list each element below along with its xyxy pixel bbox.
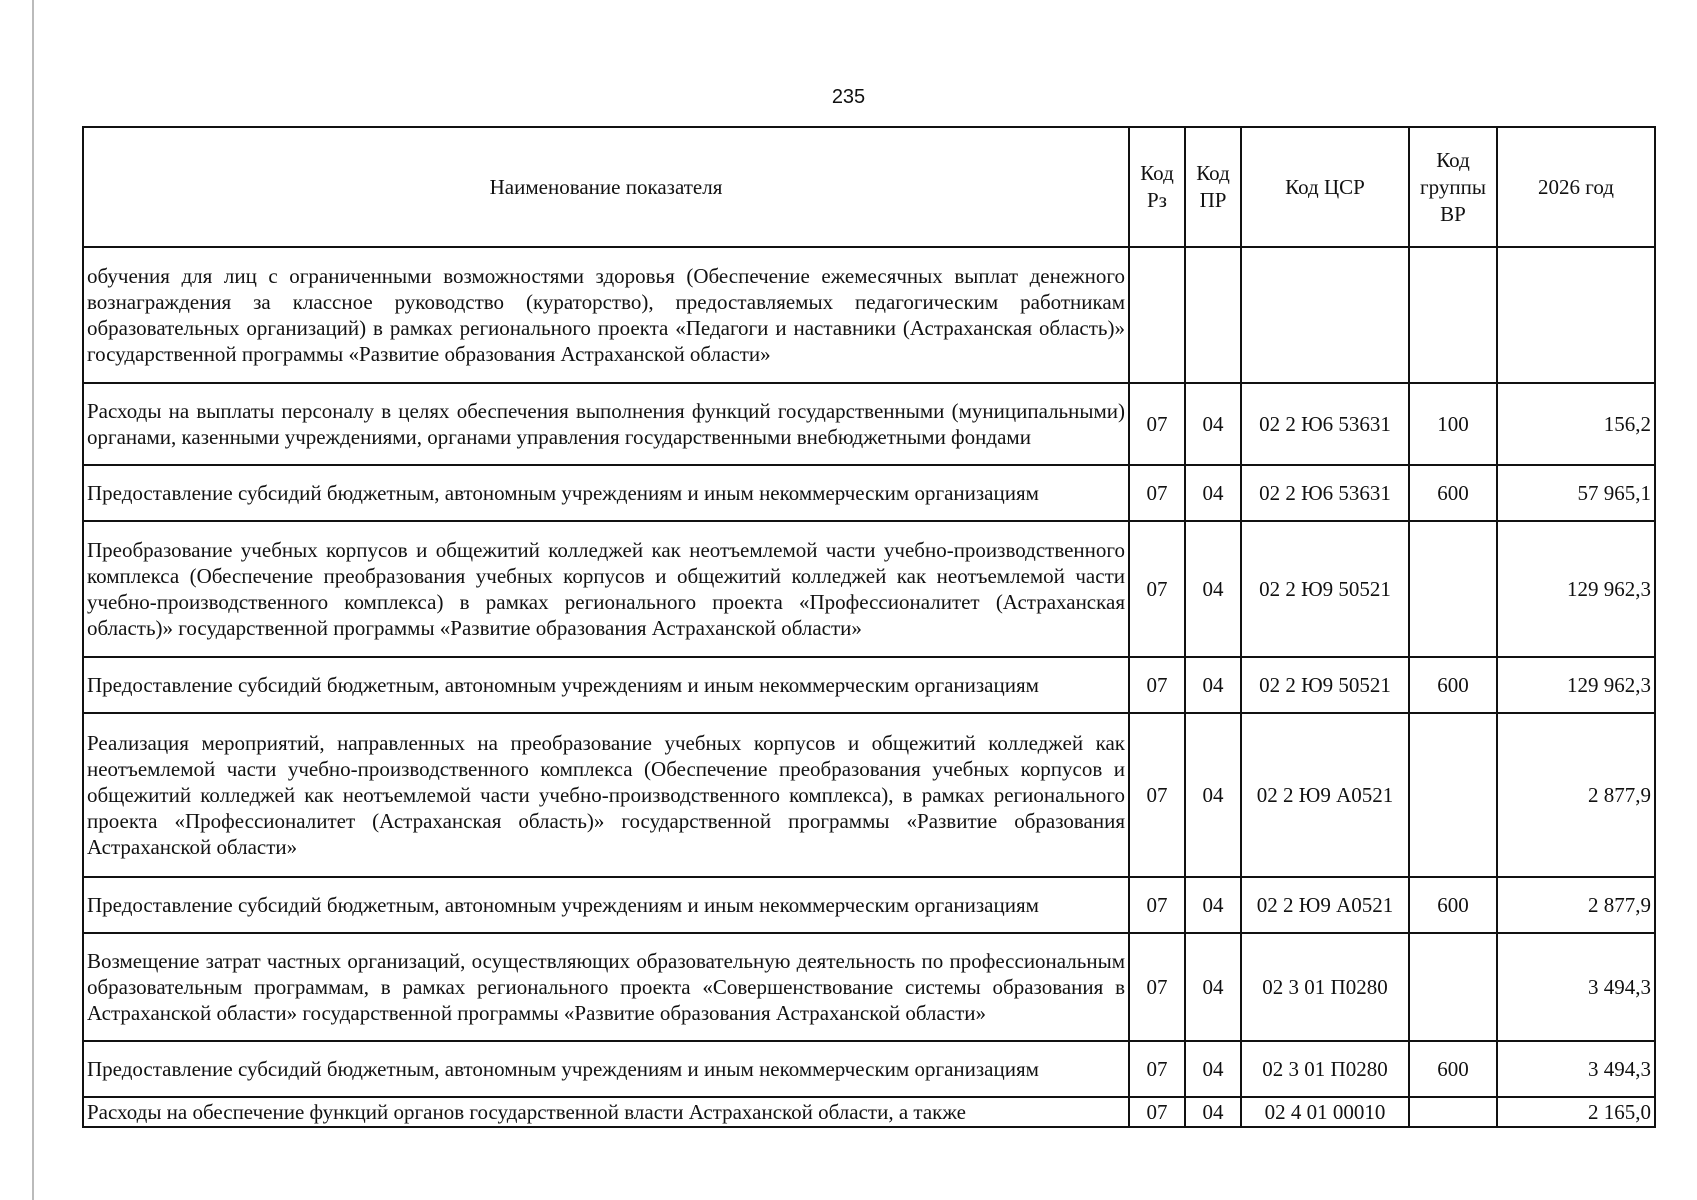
table-row	[83, 521, 1655, 657]
row-csr: 02 4 01 00010	[1241, 1097, 1409, 1127]
row-rz: 07	[1129, 877, 1185, 933]
table-row	[83, 1097, 1655, 1127]
table-row	[83, 1041, 1655, 1097]
row-pr: 04	[1185, 1041, 1241, 1097]
row-vr: 600	[1409, 1041, 1497, 1097]
row-csr: 02 2 Ю9 А0521	[1241, 877, 1409, 933]
row-rz: 07	[1129, 713, 1185, 877]
row-vr: 100	[1409, 383, 1497, 465]
row-name: обучения для лиц с ограниченными возможностями здоровья (Обеспечение ежемесячных выплат денежного вознаграждения за классное руководство (кураторство), предоставляемых педагогическим работникам образовательных организаций) в рамках регионального проекта «Педагоги и наставники (Астраханская область)» государственной программы «Развитие образования Астраханской области»	[83, 247, 1129, 383]
header-vr: Код группы ВР	[1409, 127, 1497, 247]
header-rz: Код Рз	[1129, 127, 1185, 247]
row-rz: 07	[1129, 1097, 1185, 1127]
budget-table	[82, 126, 1656, 1128]
row-rz: 07	[1129, 657, 1185, 713]
row-csr: 02 2 Ю6 53631	[1241, 465, 1409, 521]
scan-edge-line	[32, 0, 34, 1200]
row-vr: 600	[1409, 465, 1497, 521]
row-amount: 2 877,9	[1497, 877, 1655, 933]
header-csr: Код ЦСР	[1241, 127, 1409, 247]
table-row	[83, 713, 1655, 877]
row-amount: 3 494,3	[1497, 1041, 1655, 1097]
row-amount: 156,2	[1497, 383, 1655, 465]
table-row	[83, 465, 1655, 521]
table-row	[83, 933, 1655, 1041]
row-pr: 04	[1185, 521, 1241, 657]
row-name: Преобразование учебных корпусов и общежитий колледжей как неотъемлемой части учебно-производственного комплекса (Обеспечение преобразования учебных корпусов и общежитий колледжей как неотъемлемой части учебно-производственного комплекса) в рамках регионального проекта «Профессионалитет (Астраханская область)» государственной программы «Развитие образования Астраханской области»	[83, 521, 1129, 657]
row-amount: 3 494,3	[1497, 933, 1655, 1041]
row-rz	[1129, 247, 1185, 383]
table-row	[83, 247, 1655, 383]
row-csr: 02 2 Ю9 50521	[1241, 657, 1409, 713]
row-pr: 04	[1185, 713, 1241, 877]
row-vr	[1409, 521, 1497, 657]
row-vr	[1409, 247, 1497, 383]
row-vr	[1409, 1097, 1497, 1127]
row-name: Предоставление субсидий бюджетным, автономным учреждениям и иным некоммерческим организациям	[83, 465, 1129, 521]
row-csr: 02 3 01 П0280	[1241, 1041, 1409, 1097]
row-pr: 04	[1185, 877, 1241, 933]
row-name: Реализация мероприятий, направленных на преобразование учебных корпусов и общежитий колледжей как неотъемлемой части учебно-производственного комплекса (Обеспечение преобразования учебных корпусов и общежитий колледжей как неотъемлемой части учебно-производственного комплекса), в рамках регионального проекта «Профессионалитет (Астраханская область)» государственной программы «Развитие образования Астраханской области»	[83, 713, 1129, 877]
row-vr	[1409, 713, 1497, 877]
row-amount: 2 165,0	[1497, 1097, 1655, 1127]
header-year: 2026 год	[1497, 127, 1655, 247]
row-rz: 07	[1129, 1041, 1185, 1097]
row-amount: 2 877,9	[1497, 713, 1655, 877]
row-rz: 07	[1129, 383, 1185, 465]
row-pr: 04	[1185, 933, 1241, 1041]
row-amount: 129 962,3	[1497, 657, 1655, 713]
table-row	[83, 657, 1655, 713]
header-pr: Код ПР	[1185, 127, 1241, 247]
header-name: Наименование показателя	[83, 127, 1129, 247]
row-csr	[1241, 247, 1409, 383]
row-vr: 600	[1409, 877, 1497, 933]
row-name: Возмещение затрат частных организаций, осуществляющих образовательную деятельность по профессиональным образовательным программам, в рамках регионального проекта «Совершенствование системы образования в Астраханской области» государственной программы «Развитие образования Астраханской области»	[83, 933, 1129, 1041]
row-amount: 129 962,3	[1497, 521, 1655, 657]
row-vr	[1409, 933, 1497, 1041]
row-name: Предоставление субсидий бюджетным, автономным учреждениям и иным некоммерческим организациям	[83, 877, 1129, 933]
row-csr: 02 3 01 П0280	[1241, 933, 1409, 1041]
row-rz: 07	[1129, 465, 1185, 521]
row-csr: 02 2 Ю6 53631	[1241, 383, 1409, 465]
page-number: 235	[831, 86, 866, 108]
row-name: Предоставление субсидий бюджетным, автономным учреждениям и иным некоммерческим организациям	[83, 1041, 1129, 1097]
table-header-row	[83, 127, 1655, 247]
table-row	[83, 877, 1655, 933]
row-amount	[1497, 247, 1655, 383]
row-pr: 04	[1185, 657, 1241, 713]
row-name: Расходы на обеспечение функций органов государственной власти Астраханской области, а также	[83, 1097, 1129, 1127]
row-vr: 600	[1409, 657, 1497, 713]
row-pr: 04	[1185, 465, 1241, 521]
row-pr: 04	[1185, 1097, 1241, 1127]
row-pr: 04	[1185, 383, 1241, 465]
row-csr: 02 2 Ю9 А0521	[1241, 713, 1409, 877]
row-rz: 07	[1129, 521, 1185, 657]
row-rz: 07	[1129, 933, 1185, 1041]
row-csr: 02 2 Ю9 50521	[1241, 521, 1409, 657]
row-name: Расходы на выплаты персоналу в целях обеспечения выполнения функций государственными (муниципальными) органами, казенными учреждениями, органами управления государственными внебюджетными фондами	[83, 383, 1129, 465]
row-amount: 57 965,1	[1497, 465, 1655, 521]
row-pr	[1185, 247, 1241, 383]
table-row	[83, 383, 1655, 465]
row-name: Предоставление субсидий бюджетным, автономным учреждениям и иным некоммерческим организациям	[83, 657, 1129, 713]
